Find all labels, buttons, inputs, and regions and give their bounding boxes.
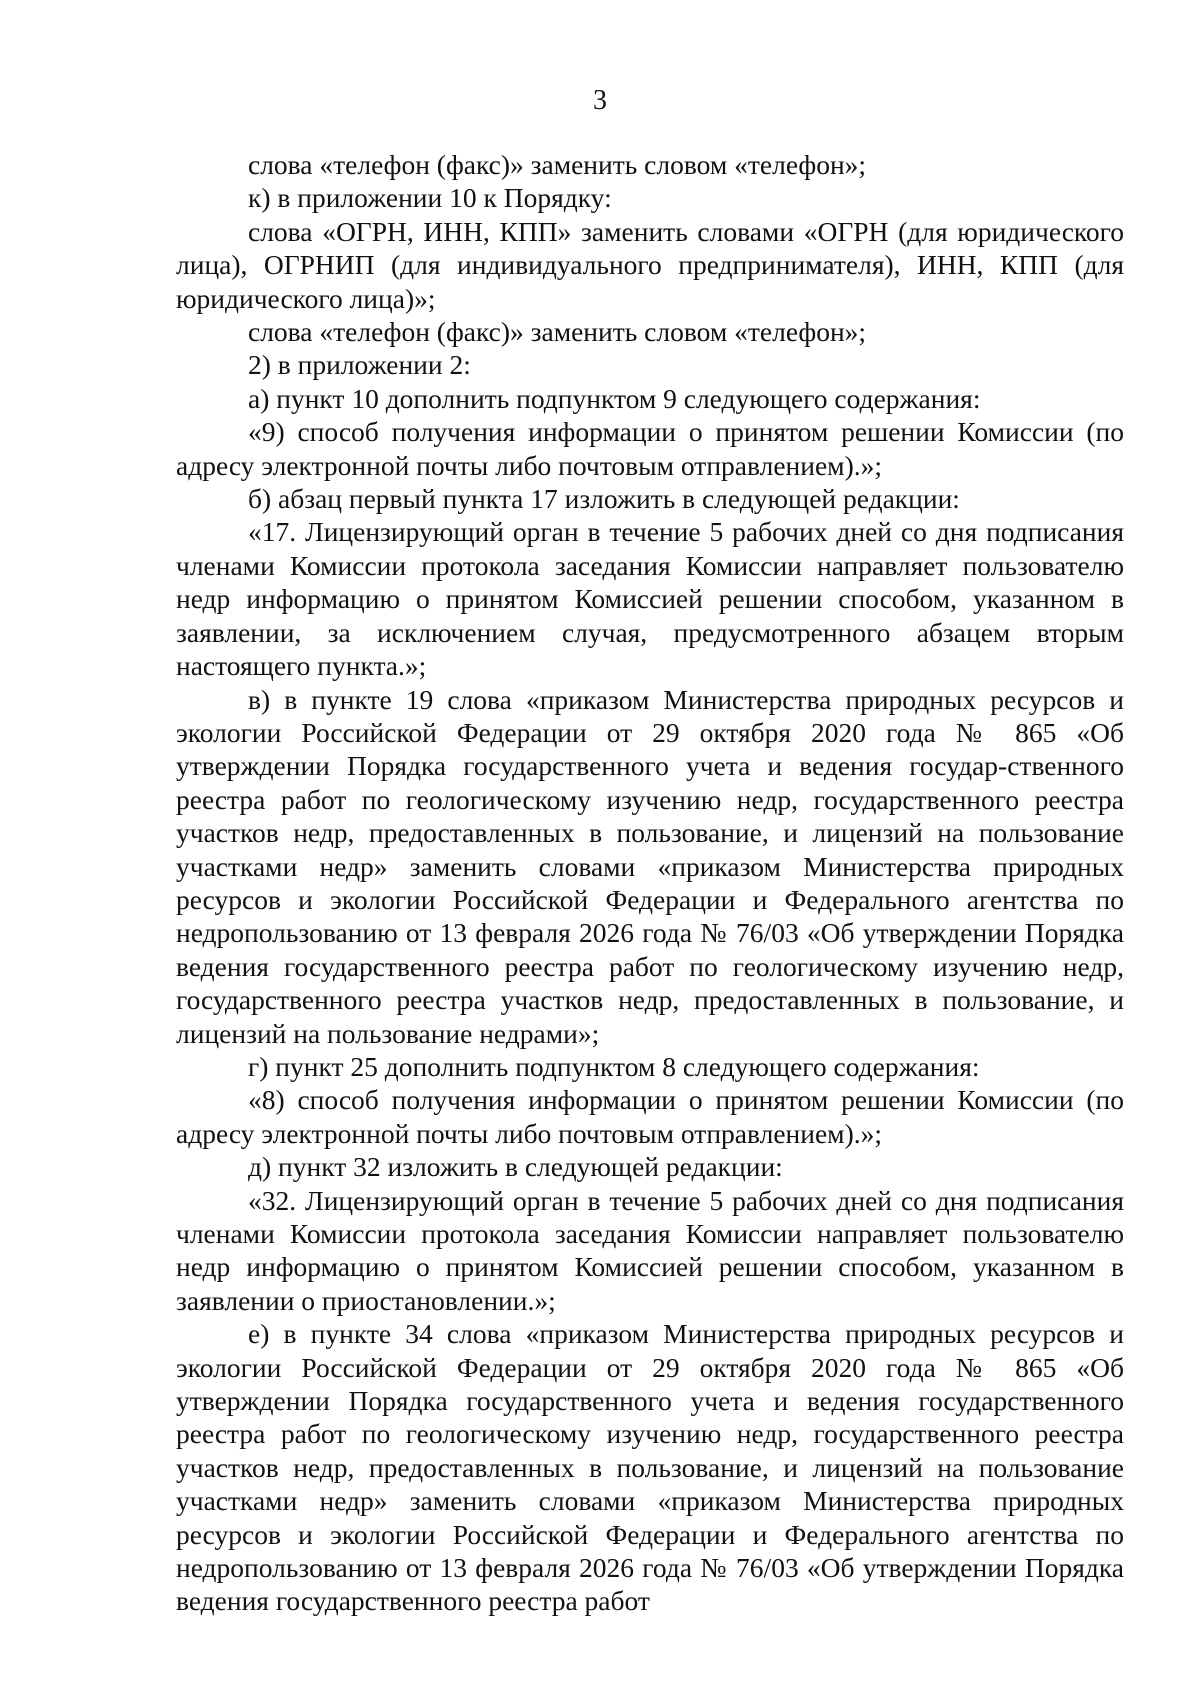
paragraph-14: «32. Лицензирующий орган в течение 5 рабочих дней со дня подписания членами Комиссии протокола заседания Комиссии направляет пользователю недр информацию о принятом Комиссией решении способом, указанном в заявлении о приостановлении.»; <box>176 1184 1124 1316</box>
paragraph-15: е) в пункте 34 слова «приказом Министерства природных ресурсов и экологии Российской Федерации от 29 октября 2020 года № 865 «Об утверждении Порядка государственного учета и ведения государственного реестра работ по геологическому изучению недр, государственного реестра участков недр, предоставленных в пользование, и лицензий на пользование участками недр» заменить словами «приказом Министерства природных ресурсов и экологии Российской Федерации и Федерального агентства по недропользованию от 13 февраля 2026 года № 76/03 «Об утверждении Порядка ведения государственного реестра работ <box>176 1318 1124 1617</box>
paragraph-10: в) в пункте 19 слова «приказом Министерства природных ресурсов и экологии Российской Федерации от 29 октября 2020 года № 865 «Об утверждении Порядка государственного учета и ведения государ-ственного реестра работ по геологическому изучению недр, государственного реестра участков недр, предоставленных в пользование, и лицензий на пользование участками недр» заменить словами «приказом Министерства природных ресурсов и экологии Российской Федерации и Федерального агентства по недропользованию от 13 февраля 2026 года № 76/03 «Об утверждении Порядка ведения государственного реестра работ по геологическому изучению недр, государственного реестра участков недр, предоставленных в пользование, и лицензий на пользование недрами»; <box>176 683 1124 1049</box>
paragraph-11: г) пункт 25 дополнить подпунктом 8 следующего содержания: <box>248 1050 980 1082</box>
paragraph-13: д) пункт 32 изложить в следующей редакции: <box>248 1151 783 1183</box>
paragraph-1: слова «телефон (факс)» заменить словом «телефон»; <box>248 149 867 180</box>
paragraph-5: 2) в приложении 2: <box>248 349 471 381</box>
paragraph-9: «17. Лицензирующий орган в течение 5 рабочих дней со дня подписания членами Комиссии протокола заседания Комиссии направляет пользователю недр информацию о принятом Комиссией решении способом, указанном в заявлении, за исключением случая, предусмотренного абзацем вторым настоящего пункта.»; <box>176 516 1124 682</box>
document-body <box>176 148 1124 1618</box>
paragraph-7: «9) способ получения информации о принятом решении Комиссии (по адресу электронной почты либо почтовым отправлением).»; <box>176 416 1124 481</box>
page-number: 3 <box>593 85 607 116</box>
paragraph-8: б) абзац первый пункта 17 изложить в следующей редакции: <box>248 483 960 515</box>
paragraph-6: а) пункт 10 дополнить подпунктом 9 следующего содержания: <box>248 382 981 414</box>
paragraph-2: к) в приложении 10 к Порядку: <box>248 182 612 214</box>
paragraph-12: «8) способ получения информации о принятом решении Комиссии (по адресу электронной почты либо почтовым отправлением).»; <box>176 1084 1124 1149</box>
paragraph-4: слова «телефон (факс)» заменить словом «телефон»; <box>248 316 867 348</box>
paragraph-3: слова «ОГРН, ИНН, КПП» заменить словами «ОГРН (для юридического лица), ОГРНИП (для индивидуального предпринимателя), ИНН, КПП (для юридического лица)»; <box>176 215 1124 314</box>
